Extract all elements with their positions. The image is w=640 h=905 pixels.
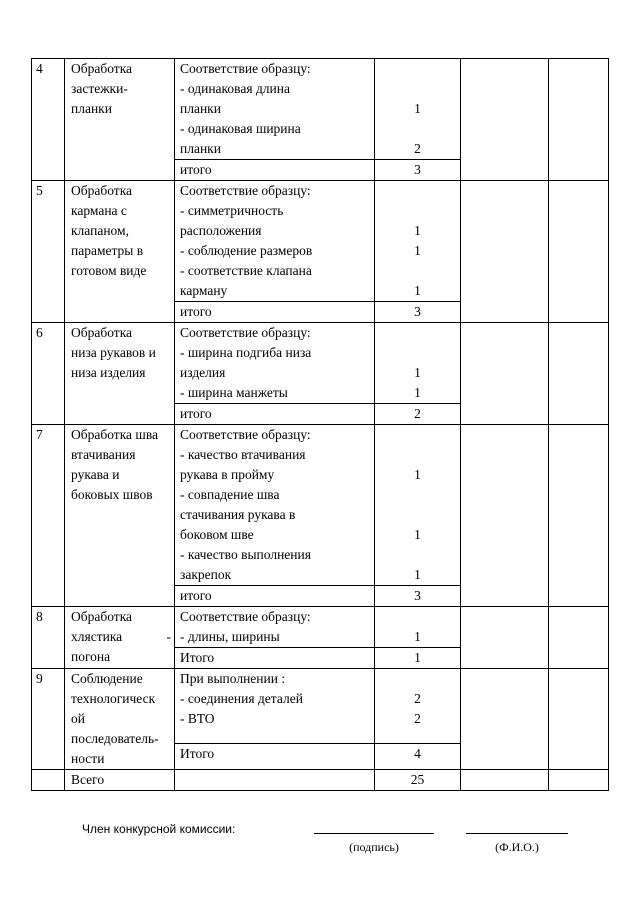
empty-cell	[461, 770, 549, 791]
criterion-name	[65, 181, 175, 323]
subtotal-value	[375, 302, 461, 323]
empty-cell	[549, 607, 609, 669]
empty-cell	[549, 181, 609, 323]
score-value: 2	[414, 691, 421, 706]
empty-cell	[461, 323, 549, 425]
criterion-name	[65, 59, 175, 181]
description-line: карману	[180, 283, 228, 298]
description-line: - одинаковая длина	[180, 81, 290, 96]
score-value	[375, 201, 460, 221]
criterion-score	[375, 669, 461, 744]
description-line: расположения	[180, 223, 262, 238]
criterion-number-text: 6	[36, 325, 43, 340]
criterion-number-text: 7	[36, 427, 43, 442]
criterion-name-line: рукава и	[71, 467, 120, 482]
score-value: 1	[414, 101, 421, 116]
subtotal-label-text: Итого	[180, 746, 215, 762]
subtotal-label	[175, 586, 375, 607]
criterion-description	[175, 669, 375, 744]
subtotal-value-text: 3	[414, 588, 421, 603]
subtotal-label-text: Итого	[180, 650, 215, 665]
description-line: боковом шве	[180, 527, 254, 542]
name-line	[466, 833, 568, 834]
score-value: 1	[414, 567, 421, 582]
grand-total-label	[65, 770, 175, 791]
criterion-name-line: Соблюдение	[71, 671, 143, 686]
signature-line	[314, 833, 434, 834]
criterion-score	[375, 323, 461, 404]
grand-total-label-text: Всего	[71, 772, 105, 787]
criterion-name-line: погона	[71, 649, 111, 664]
score-value: 1	[414, 527, 421, 542]
description-line: - ширина манжеты	[180, 385, 288, 400]
description-line: При выполнении :	[180, 671, 286, 686]
score-value: 1	[414, 365, 421, 380]
subtotal-value	[375, 404, 461, 425]
grand-total-value	[375, 770, 461, 791]
criterion-row	[32, 669, 609, 744]
description-line: Соответствие образцу:	[180, 427, 311, 442]
criterion-name-line: кармана с	[71, 203, 127, 218]
description-line: - соблюдение размеров	[180, 243, 313, 258]
description-line: - качество выполнения	[180, 547, 311, 562]
criterion-name-line: Обработка	[71, 609, 133, 624]
criterion-name-line: планки	[71, 101, 112, 116]
score-value: 1	[414, 243, 421, 258]
name-caption: (Ф.И.О.)	[495, 840, 539, 854]
criterion-description	[175, 181, 375, 302]
score-value	[375, 485, 460, 505]
score-value	[375, 425, 460, 445]
criterion-name-line: параметры в	[71, 243, 144, 258]
empty-cell	[461, 181, 549, 323]
subtotal-value-text: 3	[414, 304, 421, 319]
criterion-name	[65, 425, 175, 607]
description-line: - соединения деталей	[180, 691, 303, 706]
subtotal-value-text: 2	[414, 406, 421, 421]
empty-cell	[461, 59, 549, 181]
criterion-number	[32, 669, 65, 770]
empty-cell	[549, 770, 609, 791]
subtotal-value	[375, 586, 461, 607]
criterion-name-line: низа рукавов и	[71, 345, 156, 360]
criterion-name-line: ой	[71, 711, 85, 726]
criterion-score	[375, 425, 461, 586]
score-value	[375, 545, 460, 565]
signature-caption: (подпись)	[349, 840, 399, 854]
subtotal-label	[175, 302, 375, 323]
criterion-number-text: 4	[36, 61, 43, 76]
score-value: 2	[414, 141, 421, 156]
criterion-description	[175, 59, 375, 160]
criterion-name-line: застежки-	[71, 81, 128, 96]
description-line: Соответствие образцу:	[180, 183, 311, 198]
criterion-number	[32, 425, 65, 607]
criterion-number-text: 5	[36, 183, 43, 198]
criterion-score	[375, 59, 461, 160]
criterion-number	[32, 59, 65, 181]
empty-cell	[32, 770, 65, 791]
criterion-name-line: Обработка	[71, 325, 133, 340]
criterion-name-line: втачивания	[71, 447, 136, 462]
description-line: - качество втачивания	[180, 447, 306, 462]
description-line: Соответствие образцу:	[180, 609, 311, 624]
description-line: - ВТО	[180, 711, 215, 726]
score-value: 2	[414, 711, 421, 726]
subtotal-value	[375, 160, 461, 181]
description-line: - одинаковая ширина	[180, 121, 301, 136]
subtotal-value-text: 1	[414, 650, 421, 665]
subtotal-label	[175, 648, 375, 669]
score-value	[375, 445, 460, 465]
subtotal-label	[175, 404, 375, 425]
criterion-row	[32, 181, 609, 302]
score-value: 1	[414, 385, 421, 400]
empty-cell	[175, 770, 375, 791]
criterion-name-line: последователь-	[71, 731, 159, 746]
criterion-row	[32, 425, 609, 586]
empty-cell	[549, 425, 609, 607]
criterion-name-line: хлястика -	[71, 629, 171, 644]
criterion-name-line: клапаном,	[71, 223, 129, 238]
score-value: 1	[414, 283, 421, 298]
criterion-name	[65, 323, 175, 425]
score-value	[375, 607, 460, 627]
criterion-name	[65, 669, 175, 770]
score-value	[375, 181, 460, 201]
criterion-name-line: Обработка	[71, 61, 133, 76]
description-line: - соответствие клапана	[180, 263, 312, 278]
subtotal-label	[175, 744, 375, 770]
description-line: закрепок	[180, 567, 232, 582]
criterion-name-line: технологическ	[71, 691, 156, 706]
subtotal-label-text: итого	[180, 406, 212, 421]
criterion-number	[32, 181, 65, 323]
empty-cell	[461, 425, 549, 607]
description-line: - длины, ширины	[180, 629, 280, 644]
subtotal-value-text: 4	[414, 746, 421, 762]
description-line: стачивания рукава в	[180, 507, 296, 522]
criterion-score	[375, 607, 461, 648]
description-line: изделия	[180, 365, 226, 380]
criterion-row	[32, 323, 609, 404]
criterion-description	[175, 607, 375, 648]
criteria-table	[31, 58, 609, 791]
criterion-score	[375, 181, 461, 302]
description-line: Соответствие образцу:	[180, 325, 311, 340]
score-value	[375, 505, 460, 525]
description-line: - симметричность	[180, 203, 284, 218]
score-value: 1	[414, 223, 421, 238]
description-line: рукава в пройму	[180, 467, 275, 482]
criterion-number	[32, 607, 65, 669]
criterion-number-text: 9	[36, 671, 43, 686]
criterion-name-line: готовом виде	[71, 263, 147, 278]
criterion-name-line: ности	[71, 751, 105, 766]
grand-total-row	[32, 770, 609, 791]
criterion-name-line: Обработка шва	[71, 427, 159, 442]
criterion-name-line: низа изделия	[71, 365, 146, 380]
score-value	[375, 59, 460, 79]
score-value	[375, 261, 460, 281]
criterion-row	[32, 59, 609, 160]
description-line: планки	[180, 141, 221, 156]
score-value: 1	[414, 629, 421, 644]
description-line: Соответствие образцу:	[180, 61, 311, 76]
criterion-name-line: Обработка	[71, 183, 133, 198]
score-value	[375, 323, 460, 343]
criterion-row	[32, 607, 609, 648]
criterion-number-text: 8	[36, 609, 43, 624]
commission-member-label: Член конкурсной комиссии:	[82, 822, 236, 836]
criterion-description	[175, 323, 375, 404]
subtotal-value-text: 3	[414, 162, 421, 177]
subtotal-value	[375, 648, 461, 669]
criterion-name	[65, 607, 175, 669]
empty-cell	[549, 323, 609, 425]
subtotal-label	[175, 160, 375, 181]
criterion-description	[175, 425, 375, 586]
description-line: - ширина подгиба низа	[180, 345, 312, 360]
subtotal-label-text: итого	[180, 588, 212, 603]
score-value: 1	[414, 467, 421, 482]
empty-cell	[549, 669, 609, 770]
description-line: планки	[180, 101, 221, 116]
criteria-table-body	[32, 59, 609, 791]
empty-cell	[461, 607, 549, 669]
criterion-name-line: боковых швов	[71, 487, 153, 502]
subtotal-value	[375, 744, 461, 770]
score-value	[375, 119, 460, 139]
description-line: - совпадение шва	[180, 487, 280, 502]
empty-cell	[549, 59, 609, 181]
empty-cell	[461, 669, 549, 770]
subtotal-label-text: итого	[180, 162, 212, 177]
score-value	[375, 79, 460, 99]
criterion-number	[32, 323, 65, 425]
grand-total-value-text: 25	[410, 772, 425, 787]
score-value	[375, 343, 460, 363]
score-value	[375, 669, 460, 689]
subtotal-label-text: итого	[180, 304, 212, 319]
